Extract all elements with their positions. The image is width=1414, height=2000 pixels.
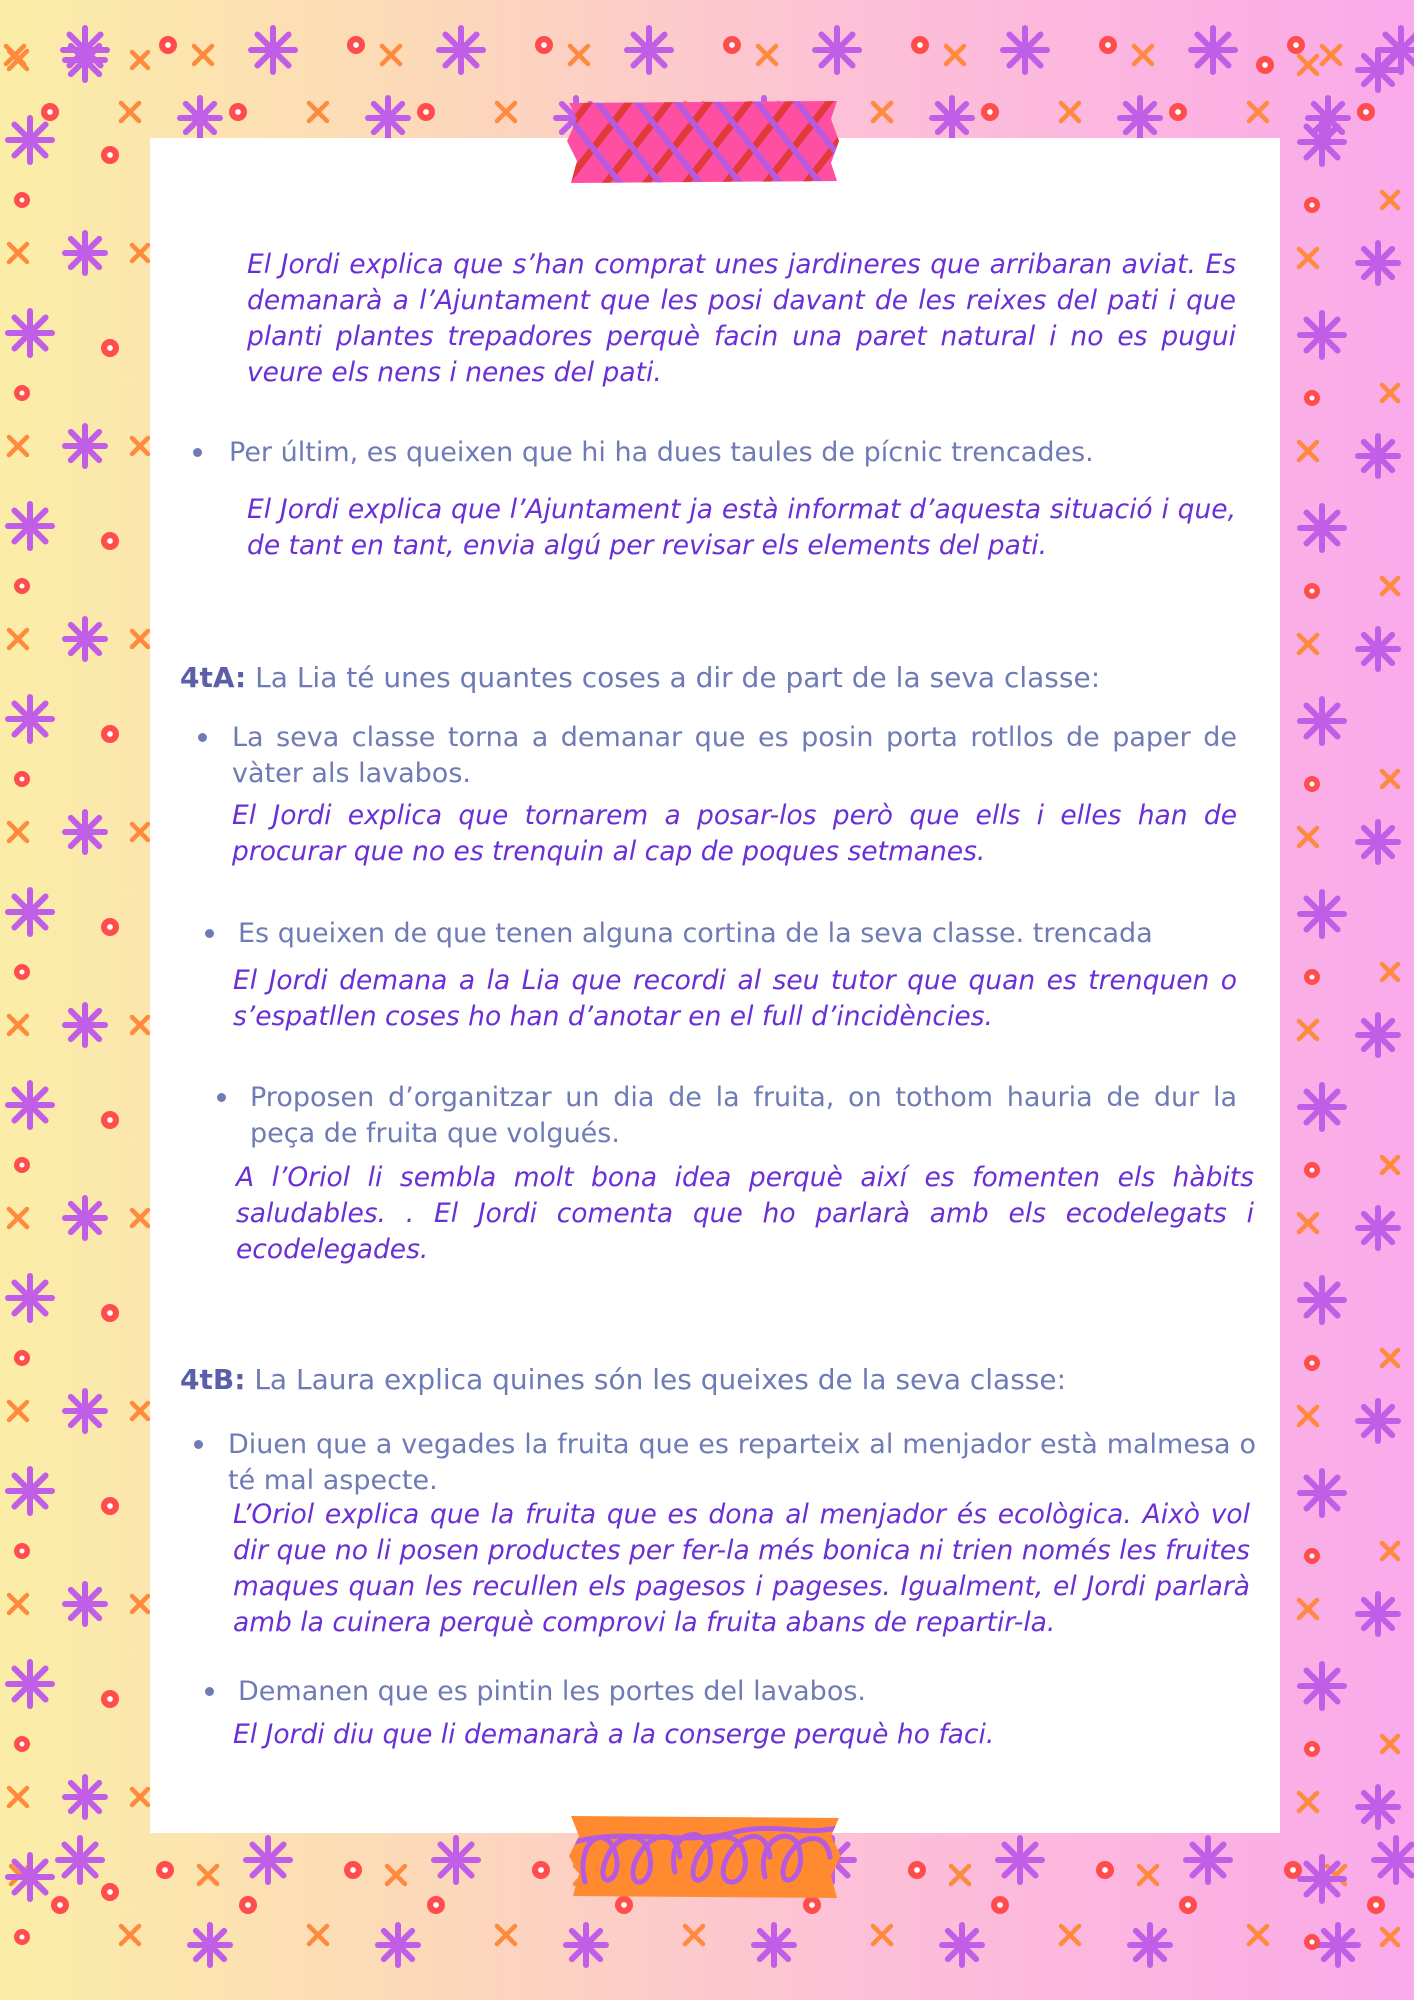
asterisk-icon (8, 118, 52, 162)
dot-icon (1256, 56, 1274, 74)
point-toilet-paper: La seva classe torna a demanar que es posin porta rotllos de paper de vàter als lavabos. (232, 722, 1237, 789)
cross-icon (1299, 442, 1317, 460)
dot-icon (1304, 969, 1320, 985)
dot-icon (41, 103, 59, 121)
asterisk-icon (434, 1838, 478, 1882)
reply-toilet-paper: El Jordi explica que tornarem a posar-los però que ells i elles han de procurar que no es trenquin al cap de poques setmanes. (232, 800, 1237, 867)
section-heading-4ta (180, 660, 1180, 696)
cross-icon (9, 437, 27, 455)
cross-icon (309, 103, 327, 121)
asterisk-icon (65, 619, 105, 659)
asterisk-icon (1374, 1838, 1414, 1882)
cross-icon (309, 1926, 327, 1944)
cross-icon (382, 46, 400, 64)
dot-icon (981, 103, 999, 121)
asterisk-icon (1358, 436, 1398, 476)
cross-icon (132, 1789, 148, 1805)
cross-icon (121, 1926, 139, 1944)
dot-icon (535, 36, 553, 54)
point-fruit-day: Proposen d’organitzar un dia de la fruita, on tothom hauria de dur la peça de fruita que volgués. (250, 1082, 1237, 1149)
asterisk-icon (8, 1276, 52, 1320)
asterisk-icon (1300, 1085, 1344, 1129)
cross-icon (132, 52, 148, 68)
asterisk-icon (190, 1925, 230, 1965)
asterisk-icon (65, 812, 105, 852)
dot-icon (14, 1929, 30, 1945)
bullet-icon (217, 1093, 226, 1102)
reply-curtain: El Jordi demana a la Lia que recordi al seu tutor que quan es trenquen o s’espatllen coses ho han d’anotar en el full d’incidències. (233, 965, 1237, 1032)
asterisk-icon (1358, 50, 1398, 90)
asterisk-icon (1130, 1925, 1170, 1965)
asterisk-icon (65, 1584, 105, 1624)
dot-icon (239, 1896, 257, 1914)
cross-icon (1134, 46, 1152, 64)
dot-icon (51, 1896, 69, 1914)
section-intro-4ta: La Lia té unes quantes coses a dir de part de la seva classe: (255, 661, 1101, 694)
cross-icon (9, 1788, 27, 1806)
asterisk-icon (8, 1662, 52, 1706)
asterisk-icon (1300, 1278, 1344, 1322)
dot-icon (14, 771, 30, 787)
asterisk-icon (65, 1777, 105, 1817)
asterisk-icon (378, 1925, 418, 1965)
asterisk-icon (65, 426, 105, 466)
cross-icon (1322, 46, 1340, 64)
cross-icon (1382, 1157, 1398, 1173)
dot-icon (1304, 1355, 1320, 1371)
dot-icon (1304, 1741, 1320, 1757)
asterisk-icon (58, 1838, 102, 1882)
cross-icon (1299, 1407, 1317, 1425)
bullet-icon (198, 733, 207, 742)
intro-reply: El Jordi explica que s’han comprat unes jardineres que arribaran aviat. Es demanarà a l’Ajuntament que les posi davant de les reixes del pati i que planti plantes trepadores perquè facin una paret natural i no es pugui veure els nens i nenes del pati. (247, 249, 1236, 388)
asterisk-icon (1300, 313, 1344, 357)
section-intro-4tb: La Laura explica quines són les queixes de la seva classe: (254, 1363, 1067, 1396)
asterisk-icon (566, 1925, 606, 1965)
cross-icon (1382, 385, 1398, 401)
dot-icon (1096, 1861, 1114, 1879)
dot-icon (1304, 390, 1320, 406)
dot-icon (1304, 1162, 1320, 1178)
asterisk-icon (1358, 629, 1398, 669)
asterisk-icon (8, 1469, 52, 1513)
dot-icon (427, 1896, 445, 1914)
asterisk-icon (942, 1925, 982, 1965)
cross-icon (1299, 249, 1317, 267)
asterisk-icon (8, 504, 52, 548)
dot-icon (14, 1350, 30, 1366)
point-picnic-tables: Per últim, es queixen que hi ha dues taules de pícnic trencades. (229, 437, 1094, 468)
cross-icon (132, 1403, 148, 1419)
asterisk-icon (65, 1391, 105, 1431)
cross-icon (1382, 964, 1398, 980)
asterisk-icon (1003, 28, 1047, 72)
cross-icon (194, 46, 212, 64)
dot-icon (101, 725, 119, 743)
cross-icon (132, 1017, 148, 1033)
dot-icon (532, 1861, 550, 1879)
asterisk-icon (1191, 28, 1235, 72)
cross-icon (9, 1402, 27, 1420)
cross-icon (132, 438, 148, 454)
dot-icon (101, 1883, 119, 1901)
point-curtain: Es queixen de que tenen alguna cortina de la seva classe. trencada (238, 918, 1153, 949)
cross-icon (1249, 103, 1267, 121)
dot-icon (1304, 197, 1320, 213)
cross-icon (1382, 771, 1398, 787)
cross-icon (1139, 1866, 1157, 1884)
reply-paint-doors: El Jordi diu que li demanarà a la conserge perquè ho faci. (233, 1719, 995, 1750)
dot-icon (1304, 1548, 1320, 1564)
asterisk-icon (8, 1083, 52, 1127)
cross-icon (132, 1210, 148, 1226)
section-heading-4tb (180, 1362, 1180, 1398)
dot-icon (347, 36, 365, 54)
asterisk-icon (180, 98, 220, 138)
cross-icon (758, 46, 776, 64)
asterisk-icon (998, 1838, 1042, 1882)
cross-icon (951, 1866, 969, 1884)
dot-icon (229, 103, 247, 121)
cross-icon (1249, 1926, 1267, 1944)
cross-icon (1382, 1543, 1398, 1559)
cross-icon (132, 245, 148, 261)
cross-icon (1382, 192, 1398, 208)
cross-icon (387, 1866, 405, 1884)
asterisk-icon (1358, 1594, 1398, 1634)
asterisk-icon (1300, 1857, 1344, 1901)
asterisk-icon (1300, 120, 1344, 164)
dot-icon (101, 532, 119, 550)
asterisk-icon (1300, 506, 1344, 550)
asterisk-icon (246, 1838, 290, 1882)
dot-icon (14, 1736, 30, 1752)
asterisk-icon (1300, 892, 1344, 936)
cross-icon (1299, 1021, 1317, 1039)
asterisk-icon (368, 98, 408, 138)
asterisk-icon (1358, 1401, 1398, 1441)
cross-icon (1061, 1926, 1079, 1944)
tape-bottom-icon (565, 1812, 845, 1900)
bullet-icon (193, 448, 202, 457)
cross-icon (9, 1595, 27, 1613)
asterisk-icon (8, 311, 52, 355)
asterisk-icon (1300, 699, 1344, 743)
dot-icon (1304, 583, 1320, 599)
asterisk-icon (65, 40, 105, 80)
asterisk-icon (1300, 1664, 1344, 1708)
dot-icon (1304, 1934, 1320, 1950)
cross-icon (1299, 56, 1317, 74)
asterisk-icon (1358, 822, 1398, 862)
cross-icon (1299, 828, 1317, 846)
dot-icon (991, 1896, 1009, 1914)
asterisk-icon (251, 28, 295, 72)
cross-icon (1299, 1793, 1317, 1811)
dot-icon (101, 146, 119, 164)
reply-picnic-tables: El Jordi explica que l’Ajuntament ja està informat d’aquesta situació i que, de tant en tant, envia algú per revisar els elements del pati. (247, 494, 1236, 561)
asterisk-icon (1358, 1787, 1398, 1827)
asterisk-icon (439, 28, 483, 72)
asterisk-icon (8, 1855, 52, 1899)
cross-icon (121, 103, 139, 121)
asterisk-icon (1358, 1015, 1398, 1055)
cross-icon (9, 1016, 27, 1034)
cross-icon (1382, 1350, 1398, 1366)
asterisk-icon (932, 98, 972, 138)
asterisk-icon (8, 890, 52, 934)
reply-fruit-day: A l’Oriol li sembla molt bona idea perquè així es fomenten els hàbits saludables. . El Jordi comenta que ho parlarà amb els ecodelegats i ecodelegades. (236, 1162, 1254, 1265)
cross-icon (9, 1209, 27, 1227)
dot-icon (14, 1543, 30, 1559)
cross-icon (497, 1926, 515, 1944)
section-label-4ta: 4tA: (180, 661, 247, 694)
tape-top-icon (563, 97, 843, 185)
asterisk-icon (65, 233, 105, 273)
point-dining-fruit: Diuen que a vegades la fruita que es reparteix al menjador està malmesa o té mal aspecte. (228, 1429, 1256, 1496)
dot-icon (101, 918, 119, 936)
dot-icon (911, 36, 929, 54)
cross-icon (1299, 1600, 1317, 1618)
cross-icon (1299, 635, 1317, 653)
cross-icon (1382, 1736, 1398, 1752)
point-paint-doors: Demanen que es pintin les portes del lavabos. (238, 1676, 866, 1707)
dot-icon (14, 385, 30, 401)
bullet-icon (205, 929, 214, 938)
cross-icon (132, 1596, 148, 1612)
asterisk-icon (1120, 98, 1160, 138)
asterisk-icon (1300, 1471, 1344, 1515)
cross-icon (199, 1866, 217, 1884)
cross-icon (685, 1926, 703, 1944)
cross-icon (570, 46, 588, 64)
dot-icon (101, 1304, 119, 1322)
asterisk-icon (65, 1005, 105, 1045)
dot-icon (159, 36, 177, 54)
cross-icon (9, 244, 27, 262)
asterisk-icon (1186, 1838, 1230, 1882)
asterisk-icon (815, 28, 859, 72)
cross-icon (9, 630, 27, 648)
cross-icon (1299, 1214, 1317, 1232)
dot-icon (1169, 103, 1187, 121)
dot-icon (14, 578, 30, 594)
dot-icon (14, 192, 30, 208)
dot-icon (1179, 1896, 1197, 1914)
asterisk-icon (8, 697, 52, 741)
dot-icon (1357, 103, 1375, 121)
cross-icon (873, 1926, 891, 1944)
dot-icon (344, 1861, 362, 1879)
dot-icon (14, 1157, 30, 1173)
dot-icon (1367, 1896, 1385, 1914)
dot-icon (417, 103, 435, 121)
cross-icon (1382, 1929, 1398, 1945)
asterisk-icon (1358, 243, 1398, 283)
bullet-icon (194, 1440, 203, 1449)
bullet-icon (205, 1687, 214, 1696)
cross-icon (9, 823, 27, 841)
asterisk-icon (754, 1925, 794, 1965)
cross-icon (1061, 103, 1079, 121)
dot-icon (1099, 36, 1117, 54)
section-label-4tb: 4tB: (180, 1363, 246, 1396)
cross-icon (497, 103, 515, 121)
cross-icon (946, 46, 964, 64)
cross-icon (132, 824, 148, 840)
asterisk-icon (1318, 1925, 1358, 1965)
dot-icon (1287, 36, 1305, 54)
dot-icon (101, 1497, 119, 1515)
dot-icon (14, 964, 30, 980)
asterisk-icon (1358, 1208, 1398, 1248)
dot-icon (723, 36, 741, 54)
reply-dining-fruit: L’Oriol explica que la fruita que es dona al menjador és ecològica. Això vol dir que no li posen productes per fer-la més bonica ni trien només les fruites maques quan les recullen els pagesos i pageses. Igualment, el Jordi parlarà amb la cuinera perquè comprovi la fruita abans de repartir-la. (233, 1499, 1250, 1638)
cross-icon (873, 103, 891, 121)
cross-icon (132, 631, 148, 647)
dot-icon (101, 1690, 119, 1708)
dot-icon (156, 1861, 174, 1879)
cross-icon (1382, 578, 1398, 594)
asterisk-icon (627, 28, 671, 72)
asterisk-icon (65, 1198, 105, 1238)
dot-icon (101, 339, 119, 357)
dot-icon (1304, 776, 1320, 792)
dot-icon (908, 1861, 926, 1879)
dot-icon (101, 1111, 119, 1129)
